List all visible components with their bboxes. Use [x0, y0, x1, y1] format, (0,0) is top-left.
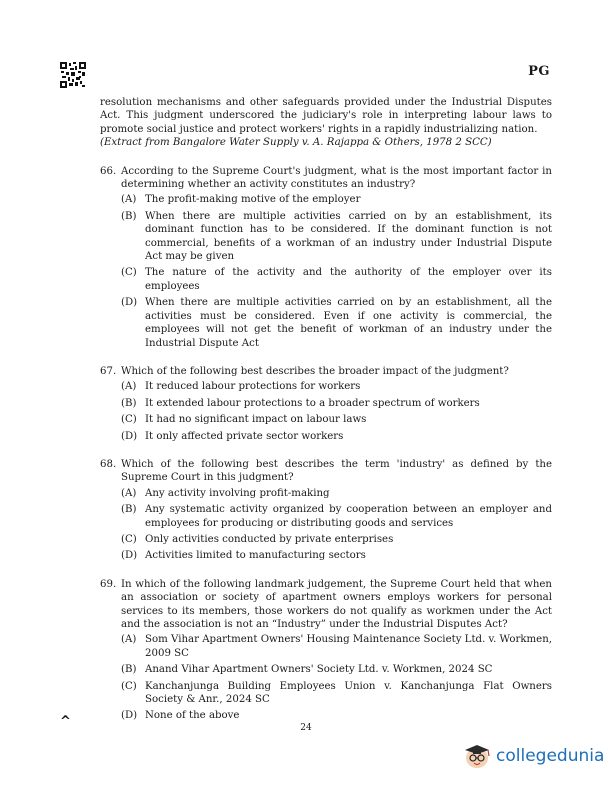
- passage-extract: [100, 96, 552, 150]
- page-number: 24: [300, 723, 312, 733]
- option-c: [121, 680, 552, 707]
- collegedunia-logo[interactable]: [462, 742, 604, 770]
- option-a: [121, 487, 552, 500]
- option-c: [121, 266, 552, 293]
- question-number: 69.: [100, 578, 117, 590]
- option-key: (A): [121, 381, 137, 393]
- question-67: [100, 365, 552, 443]
- option-c: [121, 413, 552, 426]
- caret-mark: ^: [60, 714, 71, 729]
- option-text: Only activities conducted by private enterprises: [145, 533, 394, 545]
- option-d: [121, 296, 552, 350]
- option-key: (C): [121, 414, 137, 426]
- question-number: 68.: [100, 458, 117, 470]
- option-text: The nature of the activity and the authority of the employer over its employees: [145, 267, 552, 292]
- option-key: (A): [121, 634, 137, 646]
- option-d: [121, 709, 552, 722]
- question-66: [100, 165, 552, 350]
- option-b: [121, 210, 552, 264]
- option-d: [121, 430, 552, 443]
- option-text: When there are multiple activities carried on by an establishment, all the activities must be considered. Even if one activity is commercial, the employees will not get the benefit of workman of an industry under the Industrial Dispute Act: [145, 297, 552, 349]
- option-text: Any activity involving profit-making: [145, 487, 330, 499]
- option-key: (D): [121, 297, 138, 309]
- option-key: (D): [121, 550, 138, 562]
- option-b: [121, 663, 552, 676]
- option-text: It reduced labour protections for workers: [145, 381, 361, 393]
- option-text: The profit-making motive of the employer: [145, 194, 361, 206]
- option-text: It only affected private sector workers: [145, 430, 344, 442]
- option-text: Anand Vihar Apartment Owners' Society Ltd. v. Workmen, 2024 SC: [145, 664, 493, 676]
- passage-citation: (Extract from Bangalore Water Supply v. A. Rajappa & Others, 1978 2 SCC): [100, 137, 492, 149]
- question-text: According to the Supreme Court's judgment, what is the most important factor in determining whether an activity constitutes an industry?: [121, 165, 552, 191]
- question-number: 67.: [100, 365, 117, 377]
- option-key: (C): [121, 533, 137, 545]
- graduate-mascot-icon: [462, 742, 492, 770]
- option-text: Any systematic activity organized by cooperation between an employer and employees for producing or distributing goods and services: [145, 504, 552, 529]
- option-key: (C): [121, 680, 137, 692]
- option-key: (B): [121, 504, 137, 516]
- option-key: (B): [121, 210, 137, 222]
- option-b: [121, 503, 552, 530]
- logo-text: collegedunia: [496, 746, 605, 766]
- option-a: [121, 193, 552, 206]
- page-header-label: PG: [528, 64, 550, 79]
- option-text: Kanchanjunga Building Employees Union v. Kanchanjunga Flat Owners Society & Anr., 2024 SC: [145, 680, 552, 706]
- question-text: Which of the following best describes the term 'industry' as defined by the Supreme Court in this judgment?: [121, 458, 552, 484]
- question-text: In which of the following landmark judgement, the Supreme Court held that when an association or society of apartment owners employs workers for personal services to its members, those workers do not qualify as workmen under the Act and the association is not an “Industry” under the Industrial Disputes Act?: [121, 578, 552, 630]
- option-a: [121, 380, 552, 393]
- option-a: [121, 633, 552, 660]
- question-text: Which of the following best describes the broader impact of the judgment?: [121, 365, 509, 377]
- option-b: [121, 397, 552, 410]
- option-c: [121, 533, 552, 546]
- option-text: It had no significant impact on labour laws: [145, 414, 367, 426]
- option-key: (D): [121, 430, 138, 442]
- passage-paragraph: resolution mechanisms and other safeguards provided under the Industrial Disputes Act. This judgment underscored the judiciary's role in interpreting labour laws to promote social justice and protect workers' rights in a rapidly industrializing nation.: [100, 97, 552, 135]
- option-key: (C): [121, 267, 137, 279]
- option-text: Som Vihar Apartment Owners' Housing Maintenance Society Ltd. v. Workmen, 2009 SC: [145, 634, 553, 659]
- option-key: (A): [121, 487, 137, 499]
- question-69: [100, 578, 552, 723]
- option-key: (B): [121, 397, 137, 409]
- qr-code: [60, 62, 86, 88]
- option-text: None of the above: [145, 710, 240, 722]
- question-number: 66.: [100, 165, 117, 177]
- question-68: [100, 458, 552, 563]
- option-text: Activities limited to manufacturing sectors: [145, 550, 366, 562]
- option-text: It extended labour protections to a broader spectrum of workers: [145, 397, 480, 409]
- option-key: (A): [121, 194, 137, 206]
- option-text: When there are multiple activities carried on by an establishment, its dominant function has to be considered. If the dominant function is not commercial, benefits of a workman of an industry under Industrial Dispute Act may be given: [145, 210, 552, 263]
- question-content: [100, 96, 552, 726]
- option-key: (D): [121, 710, 138, 722]
- option-d: [121, 549, 552, 562]
- option-key: (B): [121, 664, 137, 676]
